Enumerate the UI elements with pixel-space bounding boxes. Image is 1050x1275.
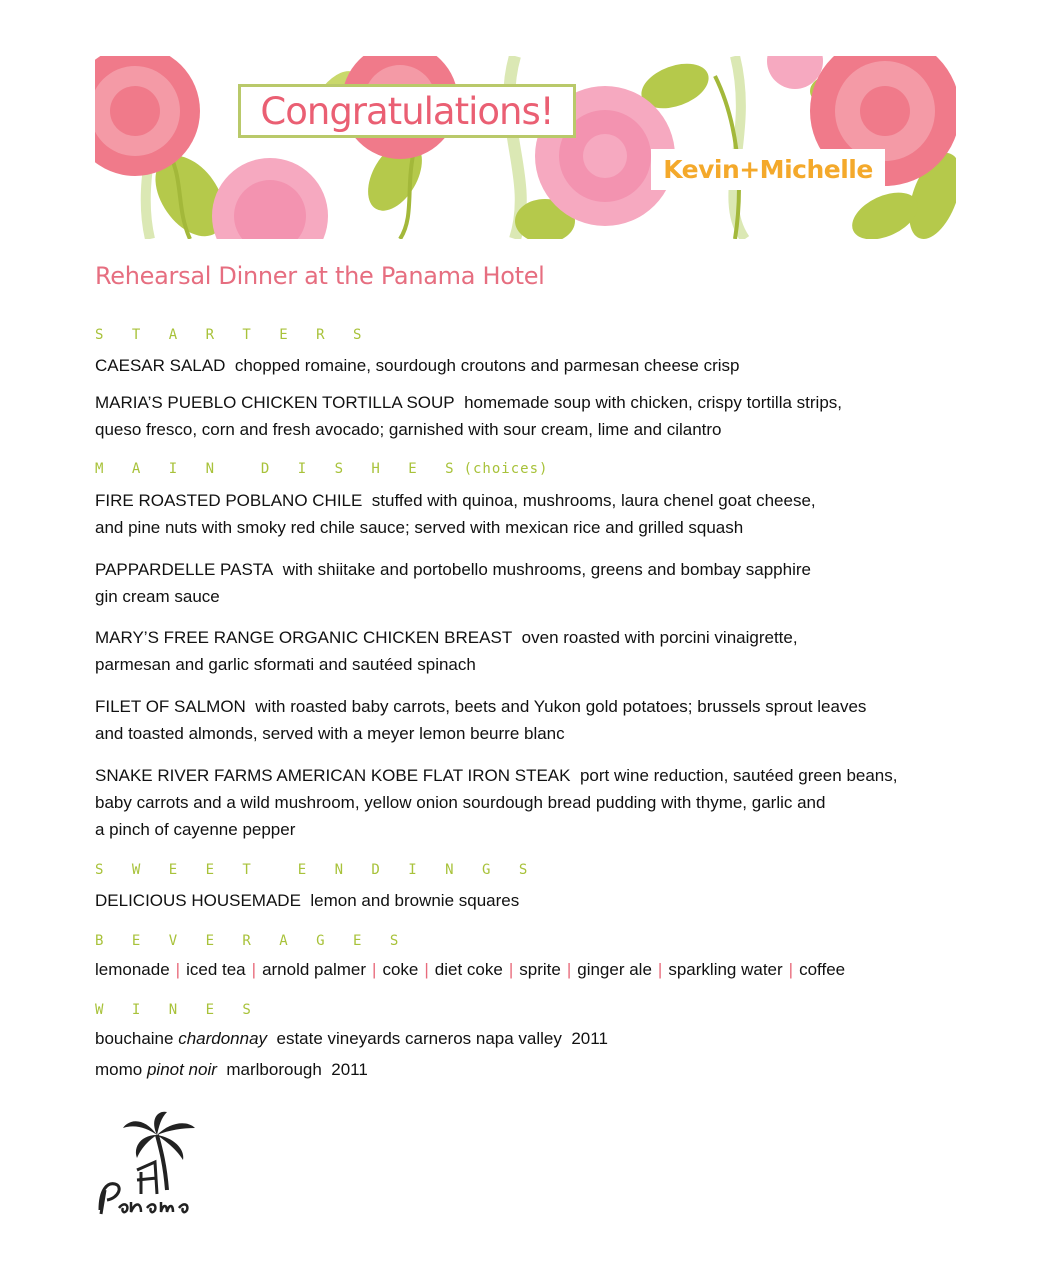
item-name: DELICIOUS HOUSEMADE <box>95 891 301 910</box>
couple-names: Kevin+Michelle <box>663 155 873 184</box>
item-desc: a pinch of cayenne pepper <box>95 820 296 839</box>
beverage-list <box>95 958 845 982</box>
item-name: CAESAR SALAD <box>95 356 226 375</box>
beverage-item: lemonade <box>95 960 170 979</box>
item-name: SNAKE RIVER FARMS AMERICAN KOBE FLAT IRON STEAK <box>95 766 571 785</box>
item-desc: chopped romaine, sourdough croutons and parmesan cheese crisp <box>234 356 740 375</box>
separator: | <box>788 960 794 979</box>
section-sweet-endings: S W E E T E N D I N G S <box>95 862 538 878</box>
section-wines: W I N E S <box>95 1002 261 1018</box>
item-desc: parmesan and garlic sformati and sautéed spinach <box>95 655 476 674</box>
beverage-item: coffee <box>799 960 846 979</box>
item-desc: gin cream sauce <box>95 587 220 606</box>
separator: | <box>566 960 572 979</box>
wine-producer: bouchaine <box>95 1029 174 1048</box>
menu-item <box>95 556 965 610</box>
item-desc: with shiitake and portobello mushrooms, greens and bombay sapphire <box>282 560 811 579</box>
wine-item <box>95 1058 368 1082</box>
section-main-subtitle: (choices) <box>463 461 549 477</box>
wine-varietal: chardonnay <box>178 1029 268 1048</box>
palm-tree-icon <box>95 1110 205 1220</box>
item-desc: queso fresco, corn and fresh avocado; garnished with sour cream, lime and cilantro <box>95 420 722 439</box>
menu-item <box>95 624 965 678</box>
separator: | <box>508 960 514 979</box>
wine-year: 2011 <box>571 1029 608 1048</box>
menu-item <box>95 487 965 541</box>
item-name: FIRE ROASTED POBLANO CHILE <box>95 491 363 510</box>
menu-item <box>95 887 965 914</box>
beverage-item: diet coke <box>434 960 503 979</box>
item-desc: and toasted almonds, served with a meyer lemon beurre blanc <box>95 724 565 743</box>
headline: Congratulations! <box>260 89 554 133</box>
item-desc: stuffed with quinoa, mushrooms, laura chenel goat cheese, <box>371 491 816 510</box>
wine-year: 2011 <box>331 1060 368 1079</box>
separator: | <box>424 960 429 979</box>
panama-logo <box>95 1110 205 1220</box>
item-name: FILET OF SALMON <box>95 697 246 716</box>
section-starters: S T A R T E R S <box>95 327 372 343</box>
separator: | <box>372 960 377 979</box>
menu-item <box>95 762 965 843</box>
page-title: Rehearsal Dinner at the Panama Hotel <box>95 262 545 290</box>
wine-region: marlborough <box>226 1060 322 1079</box>
item-desc: baby carrots and a wild mushroom, yellow onion sourdough bread pudding with thyme, garlic and <box>95 793 826 812</box>
item-name: MARIA’S PUEBLO CHICKEN TORTILLA SOUP <box>95 393 455 412</box>
item-name: MARY’S FREE RANGE ORGANIC CHICKEN BREAST <box>95 628 513 647</box>
item-desc: lemon and brownie squares <box>310 891 520 910</box>
wine-varietal: pinot noir <box>146 1060 217 1079</box>
separator: | <box>657 960 663 979</box>
separator: | <box>175 960 181 979</box>
beverage-item: arnold palmer <box>262 960 367 979</box>
beverage-item: sprite <box>519 960 561 979</box>
beverage-item: sparkling water <box>668 960 783 979</box>
beverage-item: iced tea <box>186 960 246 979</box>
menu-item <box>95 693 965 747</box>
item-desc: port wine reduction, sautéed green beans, <box>579 766 898 785</box>
wine-region: estate vineyards carneros napa valley <box>276 1029 562 1048</box>
beverage-item: coke <box>382 960 419 979</box>
item-desc: and pine nuts with smoky red chile sauce; served with mexican rice and grilled squash <box>95 518 744 537</box>
menu-item <box>95 389 965 443</box>
separator: | <box>251 960 257 979</box>
congratulations-box <box>238 84 576 138</box>
item-desc: with roasted baby carrots, beets and Yukon gold potatoes; brussels sprout leaves <box>255 697 867 716</box>
section-main-title: M A I N D I S H E S <box>95 461 464 477</box>
header-banner <box>95 56 956 239</box>
couple-box <box>651 149 885 190</box>
section-beverages: B E V E R A G E S <box>95 933 409 949</box>
section-main-dishes <box>95 461 548 477</box>
item-desc: homemade soup with chicken, crispy tortilla strips, <box>464 393 843 412</box>
item-name: PAPPARDELLE PASTA <box>95 560 274 579</box>
wine-item <box>95 1027 608 1051</box>
beverage-item: ginger ale <box>577 960 652 979</box>
item-desc: oven roasted with porcini vinaigrette, <box>521 628 798 647</box>
menu-item <box>95 352 965 379</box>
wine-producer: momo <box>95 1060 143 1079</box>
